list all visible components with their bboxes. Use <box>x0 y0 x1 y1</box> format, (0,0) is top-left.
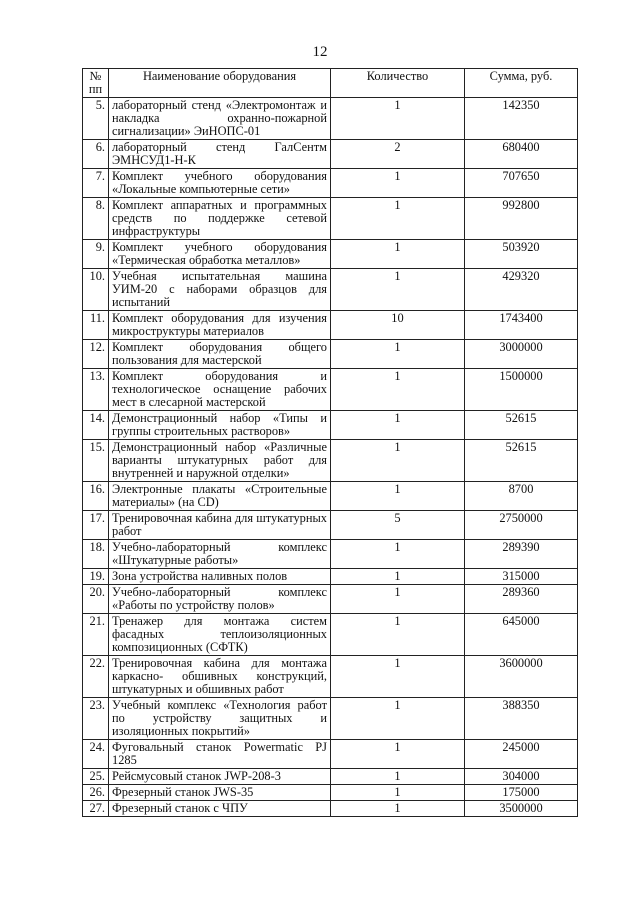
row-sum: 992800 <box>465 198 578 240</box>
row-name: Рейсмусовый станок JWP-208-3 <box>109 769 331 785</box>
table-row <box>83 340 578 369</box>
row-qty: 1 <box>331 340 465 369</box>
row-name: Учебно-лабораторный комплекс «Работы по устройству полов» <box>109 585 331 614</box>
row-sum: 142350 <box>465 98 578 140</box>
row-qty: 1 <box>331 482 465 511</box>
row-name: Электронные плакаты «Строительные материалы» (на CD) <box>109 482 331 511</box>
row-num: 20. <box>83 585 109 614</box>
row-name: Тренировочная кабина для монтажа каркасно- обшивных конструкций, штукатурных и обшивных работ <box>109 656 331 698</box>
row-sum: 52615 <box>465 411 578 440</box>
table-row <box>83 585 578 614</box>
row-num: 8. <box>83 198 109 240</box>
table-row <box>83 482 578 511</box>
table-row <box>83 240 578 269</box>
row-name: Комплект оборудования и технологическое оснащение рабочих мест в слесарной мастерской <box>109 369 331 411</box>
row-name: Учебный комплекс «Технология работ по устройству защитных и изоляционных покрытий» <box>109 698 331 740</box>
row-num: 19. <box>83 569 109 585</box>
table-row <box>83 140 578 169</box>
header-name: Наименование оборудования <box>109 69 331 98</box>
row-sum: 707650 <box>465 169 578 198</box>
table-row <box>83 511 578 540</box>
row-qty: 1 <box>331 585 465 614</box>
row-num: 15. <box>83 440 109 482</box>
row-qty: 1 <box>331 614 465 656</box>
row-name: Комплект учебного оборудования «Локальные компьютерные сети» <box>109 169 331 198</box>
row-qty: 1 <box>331 169 465 198</box>
row-num: 13. <box>83 369 109 411</box>
table-row <box>83 540 578 569</box>
row-qty: 1 <box>331 240 465 269</box>
row-qty: 1 <box>331 198 465 240</box>
row-sum: 503920 <box>465 240 578 269</box>
row-qty: 10 <box>331 311 465 340</box>
row-num: 27. <box>83 801 109 817</box>
table-header-row <box>83 69 578 98</box>
row-num: 22. <box>83 656 109 698</box>
row-name: лабораторный стенд «Электромонтаж и накладка охранно-пожарной сигнализации» ЭиНОПС-01 <box>109 98 331 140</box>
row-qty: 1 <box>331 98 465 140</box>
table-row <box>83 785 578 801</box>
row-sum: 388350 <box>465 698 578 740</box>
table-row <box>83 440 578 482</box>
row-sum: 289390 <box>465 540 578 569</box>
table-row <box>83 269 578 311</box>
row-qty: 1 <box>331 411 465 440</box>
row-num: 25. <box>83 769 109 785</box>
row-qty: 1 <box>331 269 465 311</box>
row-num: 14. <box>83 411 109 440</box>
table-row <box>83 98 578 140</box>
row-sum: 645000 <box>465 614 578 656</box>
table-row <box>83 769 578 785</box>
row-sum: 680400 <box>465 140 578 169</box>
row-sum: 3000000 <box>465 340 578 369</box>
row-num: 18. <box>83 540 109 569</box>
row-sum: 245000 <box>465 740 578 769</box>
row-qty: 1 <box>331 801 465 817</box>
row-num: 12. <box>83 340 109 369</box>
row-qty: 1 <box>331 369 465 411</box>
row-name: Комплект оборудования для изучения микроструктуры материалов <box>109 311 331 340</box>
row-num: 26. <box>83 785 109 801</box>
row-num: 21. <box>83 614 109 656</box>
table-row <box>83 169 578 198</box>
row-name: Фрезерный станок JWS-35 <box>109 785 331 801</box>
row-sum: 1500000 <box>465 369 578 411</box>
row-name: Фуговальный станок Powermatic PJ 1285 <box>109 740 331 769</box>
row-sum: 2750000 <box>465 511 578 540</box>
row-name: лабораторный стенд ГалСентм ЭМНСУД1-Н-К <box>109 140 331 169</box>
table-row <box>83 698 578 740</box>
table-row <box>83 740 578 769</box>
row-sum: 1743400 <box>465 311 578 340</box>
table-row <box>83 311 578 340</box>
row-num: 17. <box>83 511 109 540</box>
row-name: Комплект учебного оборудования «Термическая обработка металлов» <box>109 240 331 269</box>
row-sum: 3600000 <box>465 656 578 698</box>
table-row <box>83 411 578 440</box>
row-sum: 289360 <box>465 585 578 614</box>
table-row <box>83 801 578 817</box>
equipment-table <box>82 68 578 817</box>
row-sum: 315000 <box>465 569 578 585</box>
header-sum: Сумма, руб. <box>465 69 578 98</box>
row-sum: 304000 <box>465 769 578 785</box>
row-name: Демонстрационный набор «Типы и группы строительных растворов» <box>109 411 331 440</box>
row-qty: 1 <box>331 540 465 569</box>
row-sum: 8700 <box>465 482 578 511</box>
row-name: Учебно-лабораторный комплекс «Штукатурные работы» <box>109 540 331 569</box>
page-number: 12 <box>312 44 328 60</box>
row-qty: 1 <box>331 769 465 785</box>
row-qty: 1 <box>331 440 465 482</box>
row-qty: 5 <box>331 511 465 540</box>
row-qty: 1 <box>331 740 465 769</box>
row-name: Тренировочная кабина для штукатурных работ <box>109 511 331 540</box>
header-qty: Количество <box>331 69 465 98</box>
row-qty: 1 <box>331 569 465 585</box>
row-num: 9. <box>83 240 109 269</box>
row-num: 24. <box>83 740 109 769</box>
row-num: 10. <box>83 269 109 311</box>
row-sum: 175000 <box>465 785 578 801</box>
row-name: Зона устройства наливных полов <box>109 569 331 585</box>
row-num: 11. <box>83 311 109 340</box>
table-row <box>83 369 578 411</box>
row-qty: 2 <box>331 140 465 169</box>
row-name: Комплект аппаратных и программных средств по поддержке сетевой инфраструктуры <box>109 198 331 240</box>
table-row <box>83 198 578 240</box>
row-name: Комплект оборудования общего пользования для мастерской <box>109 340 331 369</box>
row-qty: 1 <box>331 656 465 698</box>
header-num: № пп <box>83 69 109 98</box>
row-name: Фрезерный станок с ЧПУ <box>109 801 331 817</box>
row-qty: 1 <box>331 698 465 740</box>
row-num: 5. <box>83 98 109 140</box>
table-row <box>83 569 578 585</box>
table-row <box>83 656 578 698</box>
table-row <box>83 614 578 656</box>
row-name: Демонстрационный набор «Различные варианты штукатурных работ для внутренней и наружной отделки» <box>109 440 331 482</box>
row-qty: 1 <box>331 785 465 801</box>
row-num: 23. <box>83 698 109 740</box>
row-sum: 3500000 <box>465 801 578 817</box>
row-num: 16. <box>83 482 109 511</box>
row-name: Учебная испытательная машина УИМ-20 с наборами образцов для испытаний <box>109 269 331 311</box>
row-sum: 429320 <box>465 269 578 311</box>
row-num: 6. <box>83 140 109 169</box>
row-sum: 52615 <box>465 440 578 482</box>
row-name: Тренажер для монтажа систем фасадных теплоизоляционных композиционных (СФТК) <box>109 614 331 656</box>
row-num: 7. <box>83 169 109 198</box>
